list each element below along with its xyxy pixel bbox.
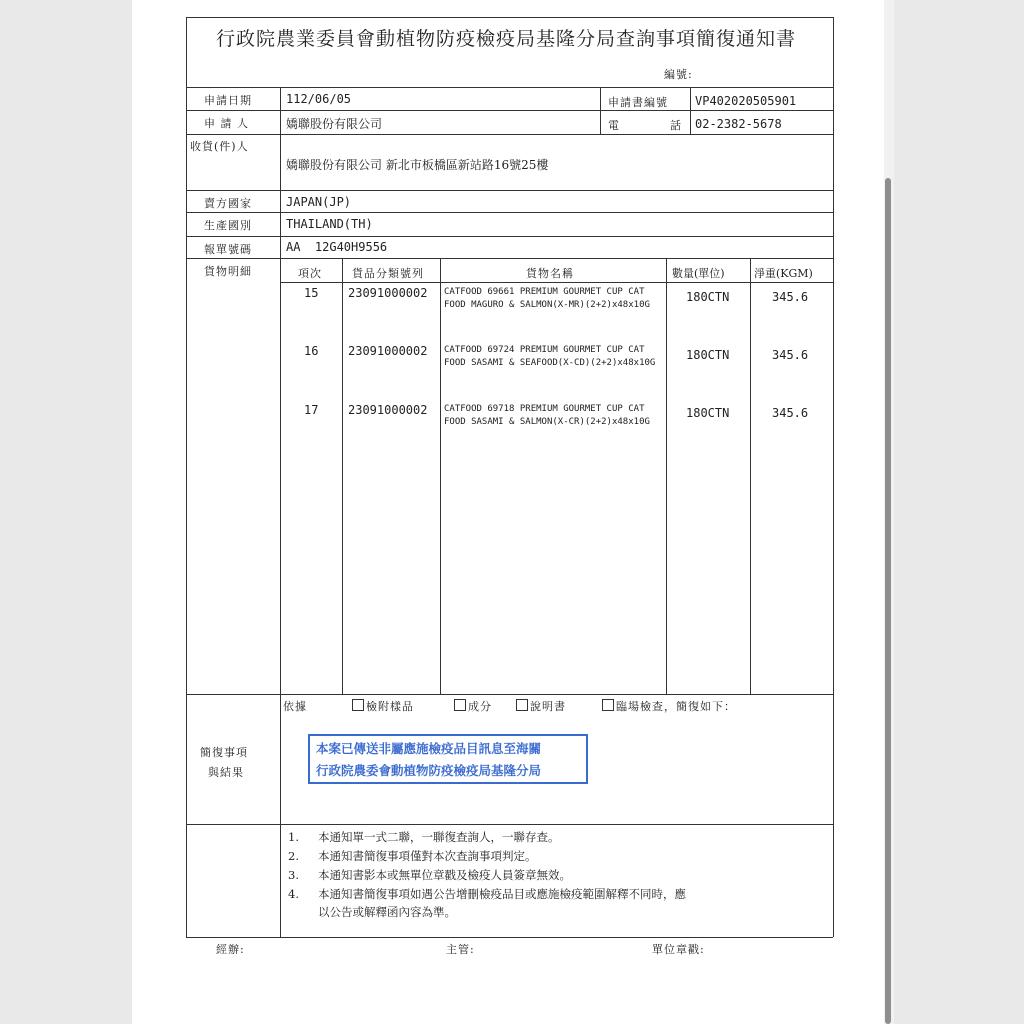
footer-seal: 單位章戳: [652, 943, 705, 956]
table-row-weight: 345.6 [772, 406, 809, 420]
app-no-label: 申請書編號 [608, 96, 668, 109]
declaration-label: 報單號碼 [204, 243, 252, 256]
table-row-name: CATFOOD 69661 PREMIUM GOURMET CUP CAT FOOD MAGURO & SALMON(X-MR)(2+2)x48x10G [444, 287, 650, 310]
scrollbar-thumb[interactable] [885, 178, 891, 1024]
reply-option-samples: 檢附樣品 [352, 698, 414, 714]
reply-label-line1: 簡復事項 [200, 746, 248, 759]
note-2-text: 本通知書簡復事項僅對本次查詢事項判定。 [318, 849, 537, 863]
note-4-num: 4. [288, 887, 299, 901]
consignee-label: 收貨(件)人 [190, 140, 249, 153]
app-no-value: VP402020505901 [695, 94, 797, 108]
checkbox [516, 699, 528, 711]
table-row-item: 15 [304, 286, 319, 300]
rule [440, 258, 441, 694]
serial-label: 編號: [664, 68, 693, 81]
table-row-name: CATFOOD 69724 PREMIUM GOURMET CUP CAT FOOD SASAMI & SEAFOOD(X-CD)(2+2)x48x10G [444, 345, 656, 368]
table-row-item: 17 [304, 403, 319, 417]
note-2-num: 2. [288, 849, 299, 863]
frame-bottom [186, 937, 833, 938]
footer-supervisor: 主管: [446, 943, 475, 956]
rule [186, 824, 833, 825]
rule [750, 258, 751, 694]
apply-date-label: 申請日期 [204, 94, 252, 107]
goods-header-qty: 數量(單位) [672, 267, 725, 280]
rule [186, 110, 833, 111]
frame-right [833, 17, 834, 937]
table-row-item: 16 [304, 344, 319, 358]
apply-date-value: 112/06/05 [286, 92, 352, 106]
note-1-text: 本通知單一式二聯，一聯復查詢人，一聯存查。 [318, 830, 560, 844]
checkbox [454, 699, 466, 711]
applicant-label: 申 請 人 [204, 117, 249, 130]
reply-label-line2: 與結果 [208, 766, 244, 779]
phone-label-b: 話 [670, 119, 682, 132]
rule [186, 236, 833, 237]
rule [690, 87, 691, 134]
origin-label: 生產國別 [204, 219, 252, 232]
note-3-text: 本通知書影本或無單位章戳及檢疫人員簽章無效。 [318, 868, 571, 882]
footer-handler: 經辦: [216, 943, 245, 956]
table-row-name: CATFOOD 69718 PREMIUM GOURMET CUP CAT FOOD SASAMI & SALMON(X-CR)(2+2)x48x10G [444, 404, 650, 427]
seller-country-value: JAPAN(JP) [286, 195, 352, 209]
goods-header-item: 項次 [298, 267, 322, 280]
frame-top [186, 17, 833, 18]
table-row-qty: 180CTN [686, 290, 730, 304]
rule [186, 212, 833, 213]
official-stamp [308, 734, 588, 784]
stamp-line1: 本案已傳送非屬應施檢疫品目訊息至海關 [316, 741, 542, 756]
goods-header-name: 貨物名稱 [526, 267, 574, 280]
phone-label-a: 電 [608, 119, 620, 132]
reply-basis: 依據 [283, 700, 307, 713]
goods-label: 貨物明細 [204, 265, 252, 278]
reply-option-manual: 說明書 [516, 698, 566, 714]
consignee-value: 嬌聯股份有限公司 新北市板橋區新站路16號25樓 [286, 158, 549, 172]
frame-left [186, 17, 187, 937]
checkbox [352, 699, 364, 711]
reply-option-inspection: 臨場檢查，簡復如下： [602, 698, 736, 714]
note-1-num: 1. [288, 830, 299, 844]
origin-value: THAILAND(TH) [286, 217, 373, 231]
rule [342, 258, 343, 694]
note-4-continued: 以公告或解釋函內容為準。 [318, 905, 456, 919]
table-row-code: 23091000002 [348, 286, 428, 300]
rule [666, 258, 667, 694]
checkbox [602, 699, 614, 711]
table-row-code: 23091000002 [348, 344, 428, 358]
table-row-qty: 180CTN [686, 348, 730, 362]
stamp-line2: 行政院農委會動植物防疫檢疫局基隆分局 [316, 763, 542, 778]
reply-option-ingredients: 成分 [454, 698, 492, 714]
table-row-weight: 345.6 [772, 348, 809, 362]
label-divider [280, 87, 281, 937]
declaration-value: AA 12G40H9556 [286, 240, 388, 254]
rule [186, 134, 833, 135]
note-3-num: 3. [288, 868, 299, 882]
seller-country-label: 賣方國家 [204, 197, 252, 210]
rule [186, 87, 833, 88]
goods-header-code: 貨品分類號列 [352, 267, 424, 280]
rule [186, 694, 833, 695]
note-4-text: 本通知書簡復事項如遇公告增刪檢疫品目或應施檢疫範圍解釋不同時，應 [318, 887, 686, 901]
rule [186, 258, 833, 259]
rule [186, 190, 833, 191]
rule [600, 87, 601, 134]
applicant-value: 嬌聯股份有限公司 [286, 117, 383, 131]
goods-header-weight: 淨重(KGM) [754, 267, 813, 280]
table-row-code: 23091000002 [348, 403, 428, 417]
table-row-weight: 345.6 [772, 290, 809, 304]
phone-value: 02-2382-5678 [695, 117, 782, 131]
table-row-qty: 180CTN [686, 406, 730, 420]
document-title: 行政院農業委員會動植物防疫檢疫局基隆分局查詢事項簡復通知書 [216, 28, 797, 50]
